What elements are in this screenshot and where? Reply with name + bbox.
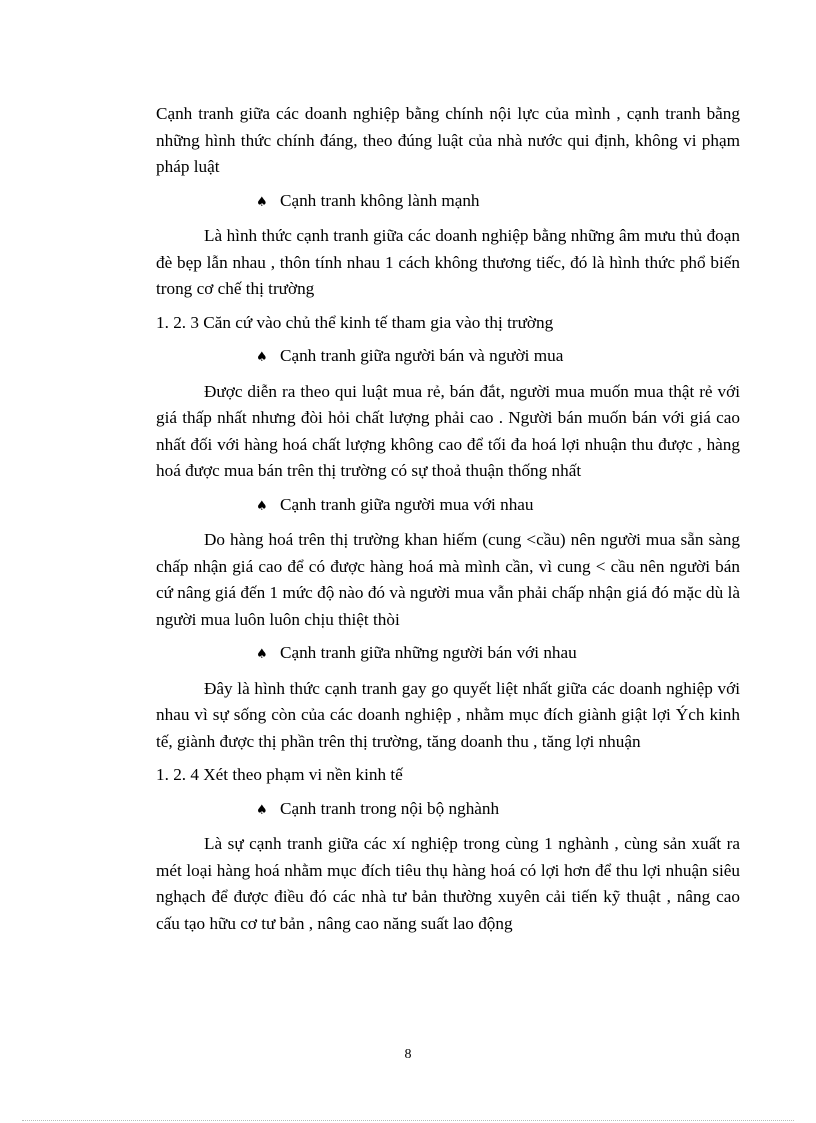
spade-bullet-icon: ♠ <box>256 647 268 662</box>
spade-bullet-icon: ♠ <box>256 350 268 365</box>
heading-1-2-3: 1. 2. 3 Căn cứ vào chủ thể kinh tế tham gia vào thị trường <box>156 312 554 332</box>
bullet-label: Cạnh tranh trong nội bộ nghành <box>280 798 500 818</box>
heading-1-2-4: 1. 2. 4 Xét theo phạm vi nền kinh tế <box>156 765 403 784</box>
bullet-seller-buyer <box>156 343 740 372</box>
bullet-buyers <box>156 492 740 521</box>
paragraph-seller-buyer: Được diễn ra theo qui luật mua rẻ, bán đắt, người mua muốn mua thật rẻ với giá thấp nhất nhưng đòi hỏi chất lượng phải cao . Người bán muốn bán với giá cao nhất đối với hàng hoá chất lượng không cao để tối đa hoá lợi nhuận thu được , hàng hoá được mua bán trên thị trường có sự thoả thuận thống nhất <box>156 381 740 480</box>
bullet-label: Cạnh tranh giữa những người bán với nhau <box>280 643 577 662</box>
page-content <box>156 101 740 937</box>
paragraph-fair-competition: Cạnh tranh giữa các doanh nghiệp bằng chính nội lực của mình , cạnh tranh bằng những hình thức chính đáng, theo đúng luật của nhà nước qui định, không vi phạm pháp luật <box>156 104 740 176</box>
page-number: 8 <box>404 1047 412 1062</box>
paragraph-buyers: Do hàng hoá trên thị trường khan hiếm (cung <cầu) nên người mua sẵn sàng chấp nhận giá cao để có được hàng hoá mà mình cần, vì cung < cầu nên người bán cứ nâng giá đến 1 mức độ nào đó và người mua vẫn phải chấp nhận giá đó mặc dù là người mua luôn luôn chịu thiệt thòi <box>156 530 740 629</box>
bullet-label: Cạnh tranh giữa người mua với nhau <box>280 494 534 514</box>
spade-bullet-icon: ♠ <box>256 194 268 210</box>
paragraph-intra-industry: Là sự cạnh tranh giữa các xí nghiệp trong cùng 1 nghành , cùng sản xuất ra mét loại hàng hoá nhằm mục đích tiêu thụ hàng hoá có lợi hơn để thu lợi nhuận siêu nghạch để được điều đó các nhà tư bản thường xuyên cải tiến kỹ thuật , nâng cao cấu tạo hữu cơ tư bản , nâng cao năng suất lao động <box>156 834 740 933</box>
bullet-label: Cạnh tranh giữa người bán và người mua <box>280 346 564 365</box>
bullet-intra-industry <box>156 796 740 825</box>
paragraph-unfair-competition: Là hình thức cạnh tranh giữa các doanh nghiệp bằng những âm mưu thủ đoạn đè bẹp lẫn nhau , thôn tính nhau 1 cách không thương tiếc, đó là hình thức phổ biến trong cơ chế thị trường <box>156 226 740 298</box>
bullet-unfair-competition <box>156 188 740 217</box>
page-bottom-divider <box>22 1120 794 1121</box>
spade-bullet-icon: ♠ <box>256 498 268 514</box>
bullet-sellers <box>156 640 740 669</box>
bullet-label: Cạnh tranh không lành mạnh <box>280 190 480 210</box>
spade-bullet-icon: ♠ <box>256 802 268 818</box>
paragraph-sellers: Đây là hình thức cạnh tranh gay go quyết liệt nhất giữa các doanh nghiệp với nhau vì sự sống còn của các doanh nghiệp , nhằm mục đích giành giật lợi Ých kinh tế, giành được thị phần trên thị trường, tăng doanh thu , tăng lợi nhuận <box>156 678 740 751</box>
